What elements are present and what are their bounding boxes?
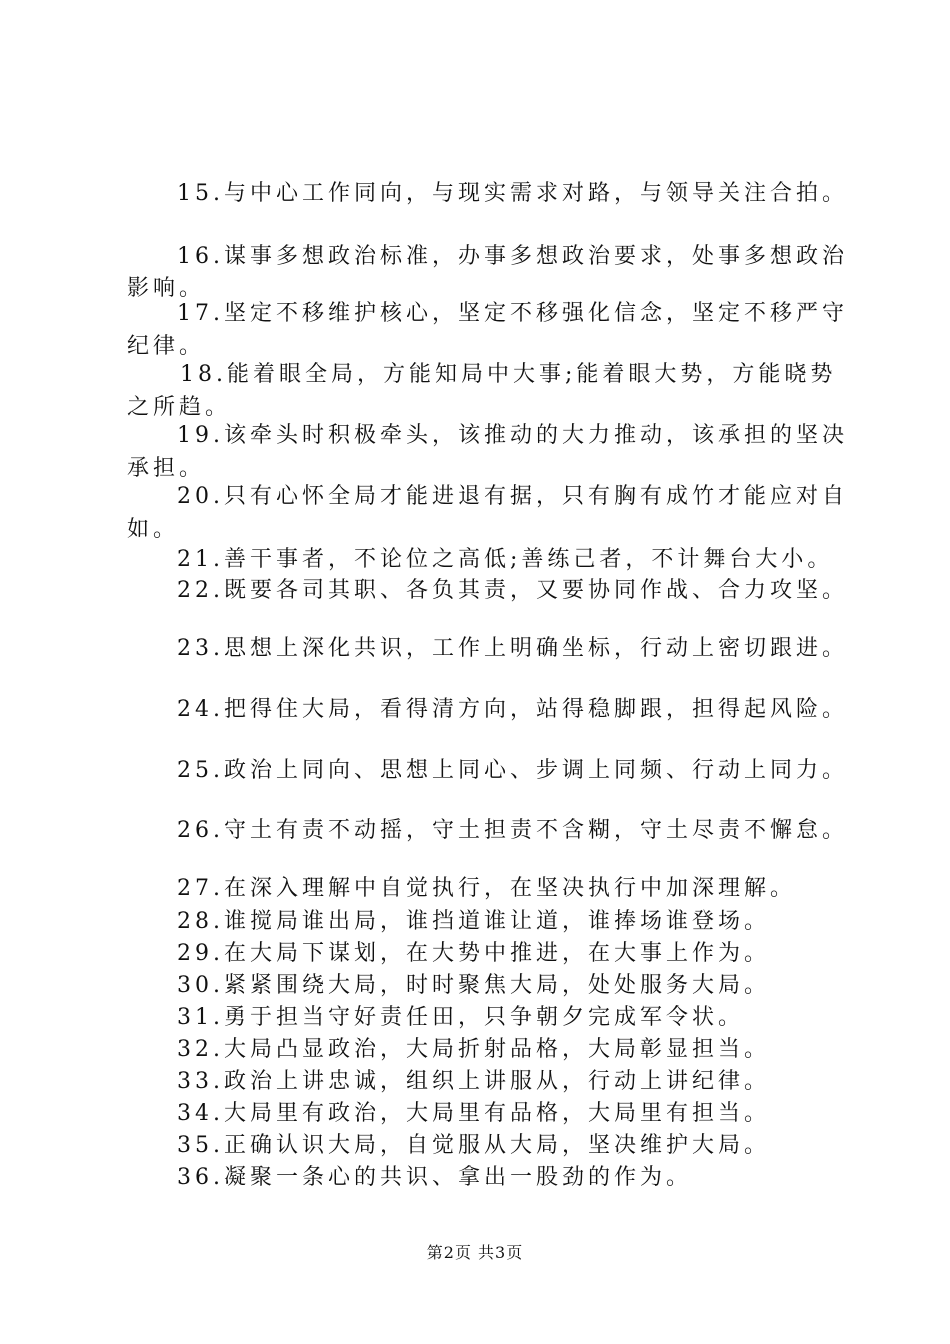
item-17-line-2: 纪律。 xyxy=(127,334,206,359)
item-21-line-1: 21.善干事者，不论位之高低;善练己者，不计舞台大小。 xyxy=(177,547,834,572)
item-20-line-2: 如。 xyxy=(127,517,180,542)
item-24-line-1: 24.把得住大局，看得清方向，站得稳脚跟，担得起风险。 xyxy=(177,697,848,722)
item-18-line-2: 之所趋。 xyxy=(127,395,232,420)
item-28-line-1: 28.谁搅局谁出局，谁挡道谁让道，谁捧场谁登场。 xyxy=(177,909,770,934)
page-footer: 第2页 共3页 xyxy=(426,1243,524,1262)
item-31-line-1: 31.勇于担当守好责任田，只争朝夕完成军令状。 xyxy=(177,1005,744,1030)
item-23-line-1: 23.思想上深化共识，工作上明确坐标，行动上密切跟进。 xyxy=(177,636,848,661)
item-20-line-1: 20.只有心怀全局才能进退有据，只有胸有成竹才能应对自 xyxy=(177,484,848,509)
item-16-line-2: 影响。 xyxy=(127,276,206,301)
item-32-line-1: 32.大局凸显政治，大局折射品格，大局彰显担当。 xyxy=(177,1037,770,1062)
item-35-line-1: 35.正确认识大局，自觉服从大局，坚决维护大局。 xyxy=(177,1133,770,1158)
item-19-line-2: 承担。 xyxy=(127,456,206,481)
item-18-line-1: 18.能着眼全局，方能知局中大事;能着眼大势，方能晓势 xyxy=(180,362,837,387)
item-15-line-1: 15.与中心工作同向，与现实需求对路，与领导关注合拍。 xyxy=(177,181,848,206)
item-17-line-1: 17.坚定不移维护核心，坚定不移强化信念，坚定不移严守 xyxy=(177,301,848,326)
item-36-line-1: 36.凝聚一条心的共识、拿出一股劲的作为。 xyxy=(177,1165,692,1190)
item-26-line-1: 26.守土有责不动摇，守土担责不含糊，守土尽责不懈怠。 xyxy=(177,818,848,843)
item-30-line-1: 30.紧紧围绕大局，时时聚焦大局，处处服务大局。 xyxy=(177,973,770,998)
item-25-line-1: 25.政治上同向、思想上同心、步调上同频、行动上同力。 xyxy=(177,758,848,783)
item-22-line-1: 22.既要各司其职、各负其责，又要协同作战、合力攻坚。 xyxy=(177,578,848,603)
item-29-line-1: 29.在大局下谋划，在大势中推进，在大事上作为。 xyxy=(177,941,770,966)
item-27-line-1: 27.在深入理解中自觉执行，在坚决执行中加深理解。 xyxy=(177,876,796,901)
item-34-line-1: 34.大局里有政治，大局里有品格，大局里有担当。 xyxy=(177,1101,770,1126)
item-16-line-1: 16.谋事多想政治标准，办事多想政治要求，处事多想政治 xyxy=(177,244,848,269)
item-33-line-1: 33.政治上讲忠诚，组织上讲服从，行动上讲纪律。 xyxy=(177,1069,770,1094)
item-19-line-1: 19.该牵头时积极牵头，该推动的大力推动，该承担的坚决 xyxy=(177,423,848,448)
